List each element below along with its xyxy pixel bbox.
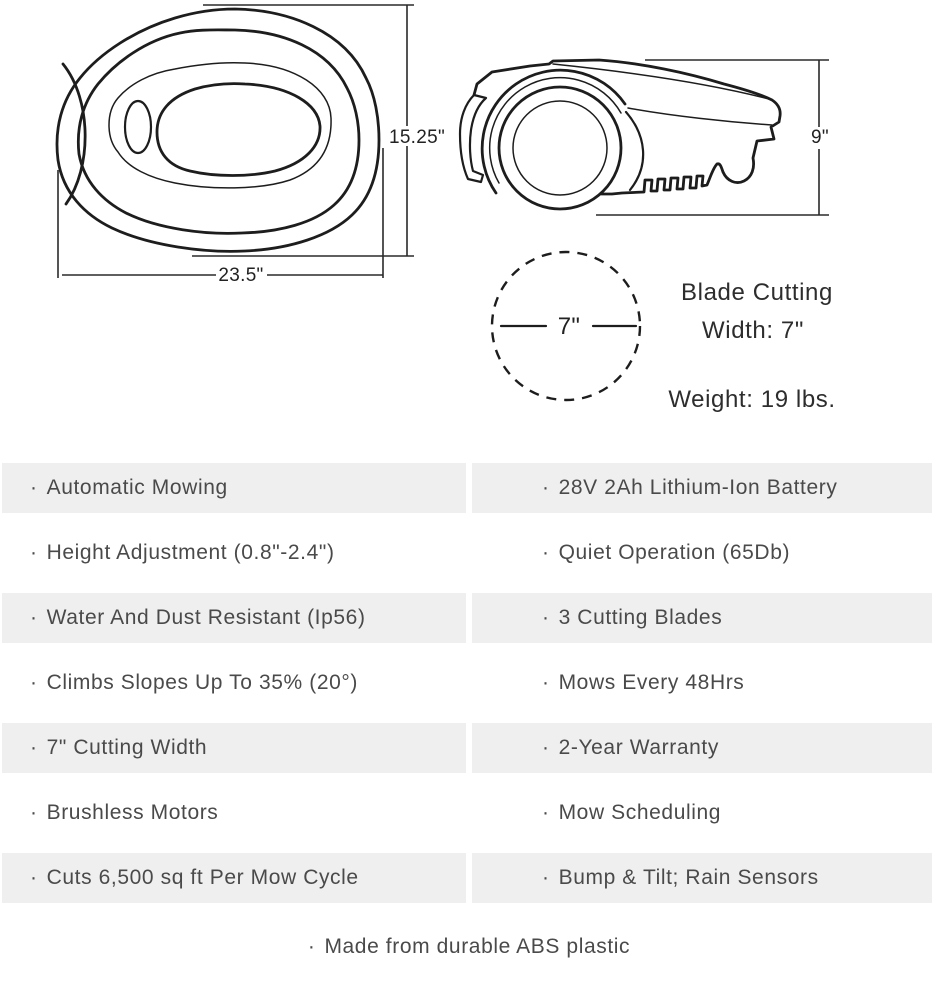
feature-row: [2, 593, 466, 643]
side-view-hood-crease-lower: [628, 108, 772, 125]
feature-text: Mow Scheduling: [558, 801, 722, 824]
feature-text: Climbs Slopes Up To 35% (20°): [46, 671, 358, 694]
feature-column-right: [472, 463, 932, 918]
feature-row: [472, 658, 932, 708]
feature-row: [472, 788, 932, 838]
spec-text-block: [668, 279, 835, 413]
feature-row: [472, 853, 932, 903]
top-view-width-label: 23.5": [218, 265, 264, 286]
top-view-inner-oval: [157, 84, 320, 176]
feature-row: [472, 723, 932, 773]
footer-feature: [0, 920, 938, 974]
feature-row: [2, 658, 466, 708]
side-view-wheel-outer: [499, 87, 621, 209]
feature-text: 7" Cutting Width: [46, 736, 208, 759]
blade-diameter-label: 7": [557, 313, 581, 340]
top-view-bumper-seam: [63, 64, 85, 204]
weight-text: Weight: 19 lbs.: [668, 386, 836, 413]
feature-column-left: [2, 463, 466, 918]
feature-bullet: ·: [542, 866, 550, 889]
blade-cutting-text-line2: Width: 7": [702, 317, 804, 344]
feature-text: 28V 2Ah Lithium-Ion Battery: [558, 476, 838, 499]
feature-text: Height Adjustment (0.8"-2.4"): [46, 541, 335, 564]
feature-bullet: ·: [30, 476, 38, 499]
feature-text: Quiet Operation (65Db): [558, 541, 791, 564]
side-view-fender-inner-arc: [490, 78, 621, 183]
feature-bullet: ·: [542, 801, 550, 824]
blade-cutting-circle-drawing: [492, 252, 640, 400]
feature-bullet: ·: [542, 736, 550, 759]
feature-row: [472, 528, 932, 578]
feature-bullet: ·: [30, 671, 38, 694]
dimension-diagrams: [0, 0, 938, 455]
feature-bullet: ·: [30, 541, 38, 564]
feature-bullet: ·: [30, 736, 38, 759]
feature-text: Brushless Motors: [46, 801, 219, 824]
feature-text: Water And Dust Resistant (Ip56): [46, 606, 366, 629]
top-view-second-outline: [78, 30, 359, 233]
feature-bullet: ·: [30, 606, 38, 629]
feature-bullet: ·: [307, 935, 316, 958]
feature-row: [2, 463, 466, 513]
feature-row: [2, 788, 466, 838]
feature-bullet: ·: [30, 801, 38, 824]
feature-bullet: ·: [30, 866, 38, 889]
feature-row: [472, 593, 932, 643]
feature-text: 3 Cutting Blades: [558, 606, 723, 629]
feature-text: Mows Every 48Hrs: [558, 671, 745, 694]
footer-feature-text: Made from durable ABS plastic: [324, 935, 631, 958]
mower-top-view-drawing: [57, 5, 445, 286]
feature-text: Automatic Mowing: [46, 476, 228, 499]
feature-bullet: ·: [542, 606, 550, 629]
feature-row: [2, 723, 466, 773]
feature-bullet: ·: [542, 541, 550, 564]
feature-text: Bump & Tilt; Rain Sensors: [558, 866, 819, 889]
side-view-hood-rear-edge: [626, 112, 643, 190]
feature-row: [2, 528, 466, 578]
feature-text: 2-Year Warranty: [558, 736, 719, 759]
blade-cutting-text-line1: Blade Cutting: [681, 279, 833, 306]
top-view-deck-outline: [109, 63, 331, 188]
feature-text: Cuts 6,500 sq ft Per Mow Cycle: [46, 866, 359, 889]
top-view-height-label: 15.25": [388, 127, 446, 148]
feature-row: [2, 853, 466, 903]
top-view-handle-oval: [125, 101, 151, 153]
mower-side-view-drawing: [460, 60, 829, 215]
feature-bullet: ·: [542, 476, 550, 499]
feature-bullet: ·: [542, 671, 550, 694]
side-view-height-label: 9": [811, 127, 829, 148]
feature-row: [472, 463, 932, 513]
side-view-wheel-inner: [513, 101, 607, 195]
